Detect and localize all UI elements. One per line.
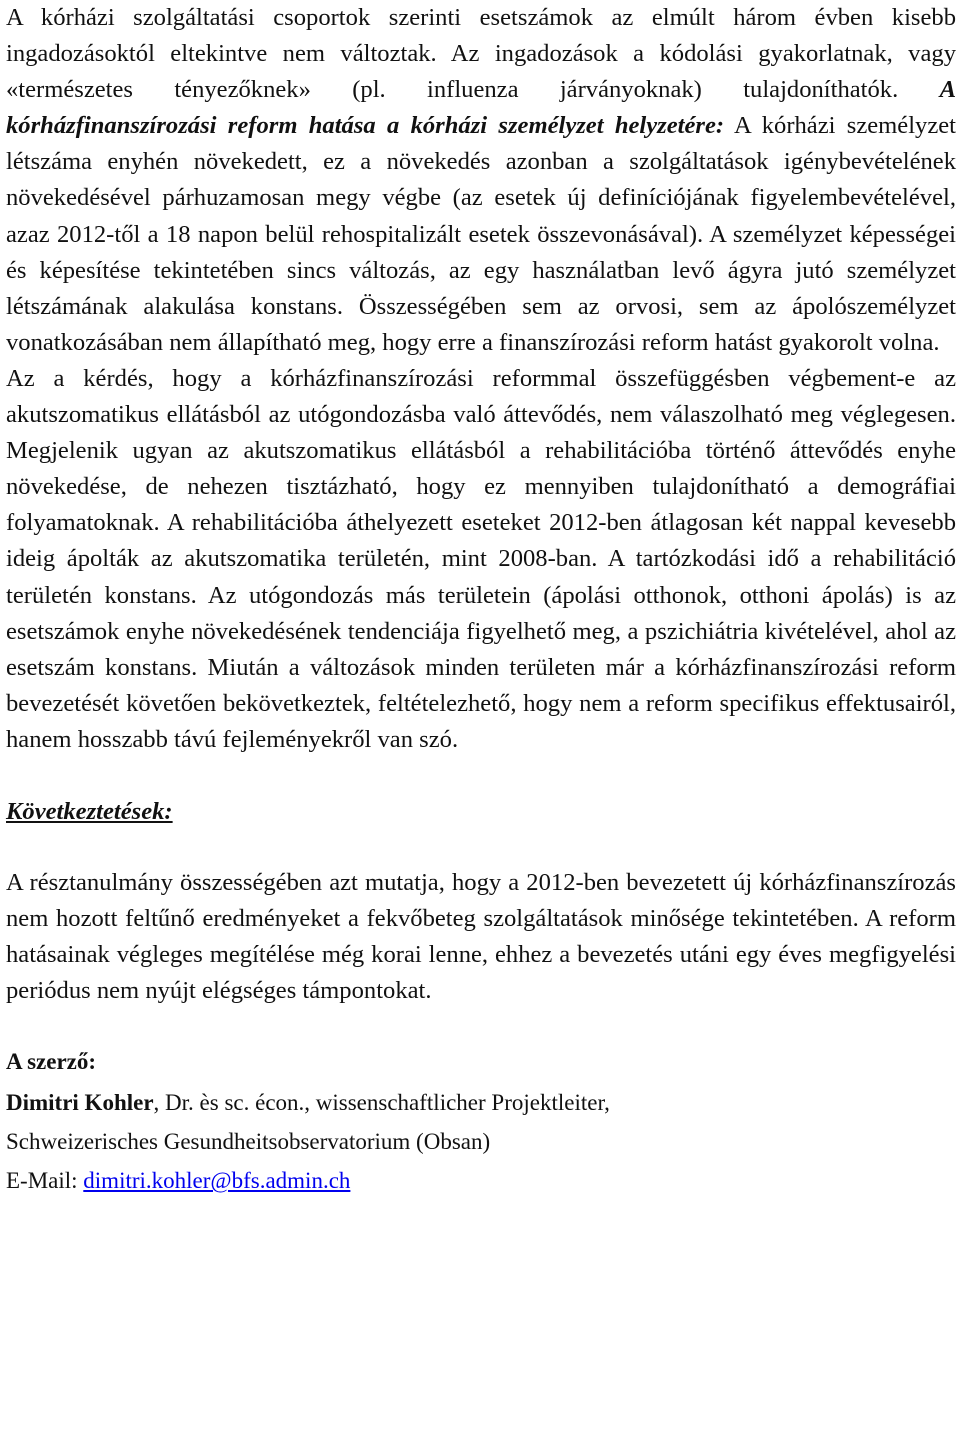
author-institution: Schweizerisches Gesundheitsobservatorium (Obsan) bbox=[6, 1129, 491, 1155]
paragraph-intro-text: A kórházi szolgáltatási csoportok szerinti esetszámok az elmúlt három évben kisebb ingadozásoktól eltekintve nem változtak. Az ingadozások a kódolási gyakorlatnak, vagy «természetes tényezőknek» (pl. influenza járványoknak) tulajdoníthatók. bbox=[6, 4, 956, 104]
conclusions-paragraph: A résztanulmány összességében azt mutatja, hogy a 2012-ben bevezetett új kórházfinanszírozás nem hozott feltűnő eredményeket a fekvőbeteg szolgáltatások minősége tekintetében. A reform hatásainak végleges megítélése még korai lenne, ehhez a bevezetés utáni egy éves megfigyelési periódus nem nyújt elégséges támpontokat. bbox=[6, 869, 956, 1005]
author-title: , Dr. ès sc. écon., wissenschaftlicher Projektleiter, bbox=[153, 1090, 610, 1116]
email-link[interactable]: dimitri.kohler@bfs.admin.ch bbox=[83, 1168, 351, 1194]
author-name-line bbox=[6, 1083, 956, 1122]
paragraph-hospital-staff bbox=[6, 0, 956, 361]
author-email-line bbox=[6, 1161, 956, 1200]
email-label: E-Mail: bbox=[6, 1168, 84, 1194]
inline-heading-staff-impact: A kórházfinanszírozási reform hatása a kórházi személyzet helyzetére: bbox=[6, 76, 956, 140]
author-name: Dimitri Kohler bbox=[6, 1090, 154, 1116]
author-heading: A szerző: bbox=[6, 1049, 97, 1075]
paragraph-aftercare-shift: Az a kérdés, hogy a kórházfinanszírozási reformmal összefüggésben végbement-e az akutszomatikus ellátásból az utógondozásba való áttevődés, nem válaszolható meg véglegesen. Megjelenik ugyan az akutszomatikus ellátásból a rehabilitációba történő áttevődés enyhe növekedése, de nehezen tisztázható, hogy ez mennyiben tulajdonítható a demográfiai folyamatoknak. A rehabilitációba áthelyezett eseteket 2012-ben átlagosan két nappal kevesebb ideig ápolták az akutszomatika területén, mint 2008-ban. A tartózkodási idő a rehabilitáció területén konstans. Az utógondozás más területein (ápolási otthonok, otthoni ápolás) is az esetszámok enyhe növekedésének tendenciája figyelhető meg, a pszichiátria kivételével, ahol az esetszám konstans. Miután a változások minden területen már a kórházfinanszírozási reform bevezetését követően bekövetkeztek, feltételezhető, hogy nem a reform specifikus effektusairól, hanem hosszabb távú fejleményekről van szó. bbox=[6, 364, 956, 753]
document-page bbox=[6, 0, 956, 1200]
conclusions-heading: Következtetések: bbox=[6, 797, 173, 825]
paragraph-staff-text: A kórházi személyzet létszáma enyhén növekedett, ez a növekedés azonban a szolgáltatások igénybevételének növekedésével párhuzamosan megy végbe (az esetek új definíciójának figyelembevételével, azaz 2012-től a 18 napon belül rehospitalizált esetek összevonásával). A személyzet képességei és képesítése tekintetében sincs változás, az egy használatban levő ágyra jutó személyzet létszámának alakulása konstans. Összességében sem az orvosi, sem az ápolószemélyzet vonatkozásában nem állapítható meg, hogy erre a finanszírozási reform hatást gyakorolt volna. bbox=[6, 112, 956, 356]
